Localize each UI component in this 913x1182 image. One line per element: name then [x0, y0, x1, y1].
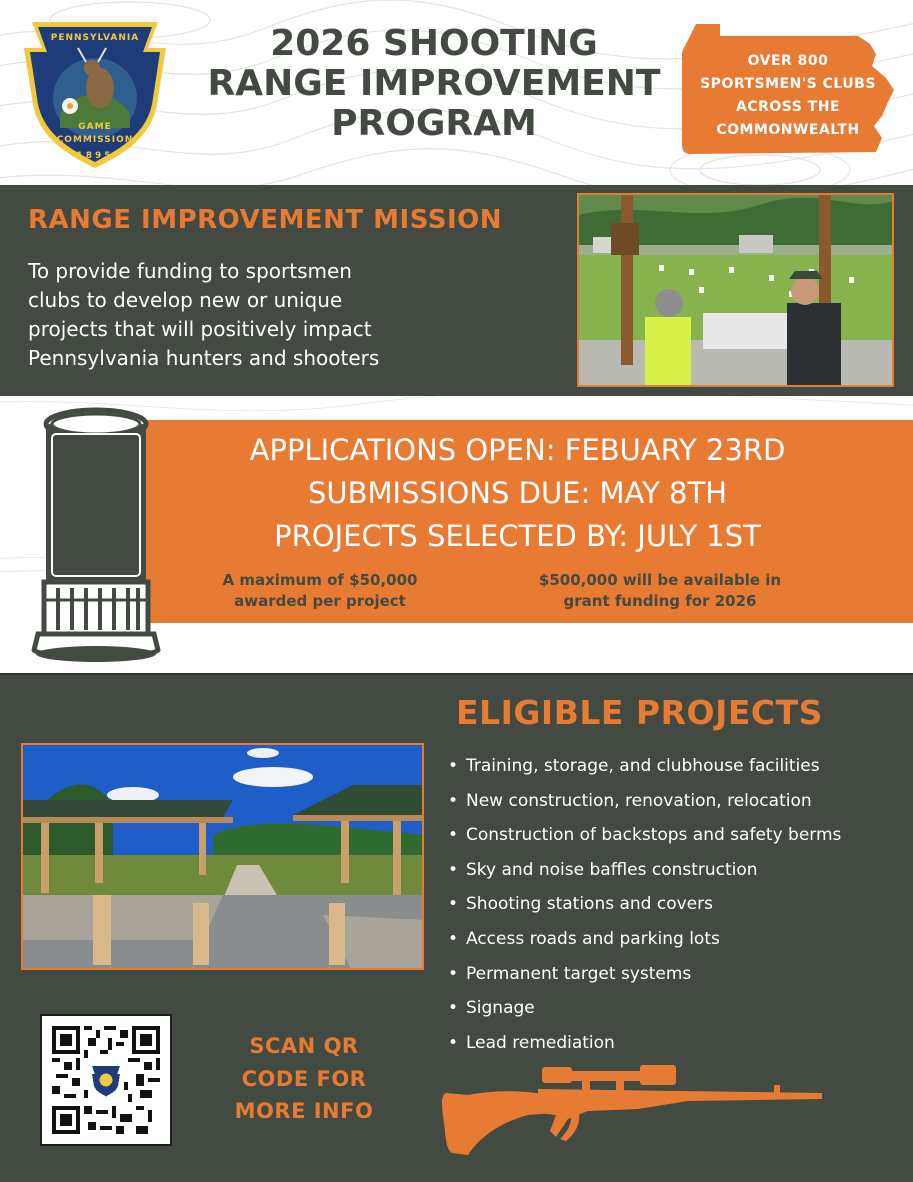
dates-section [0, 396, 913, 673]
title-line: RANGE IMPROVEMENT [207, 63, 661, 104]
clubs-badge-line: ACROSS THE [735, 99, 841, 115]
qr-code-icon [52, 1026, 160, 1134]
key-dates [130, 429, 905, 558]
mission-line: projects that will positively impact [28, 317, 372, 341]
logo-year-text: 1895 [76, 151, 114, 161]
note-line: awarded per project [234, 592, 406, 610]
note-line: A maximum of $50,000 [222, 571, 418, 589]
list-item: • Access roads and parking lots [446, 922, 906, 957]
list-item: • New construction, renovation, relocation [446, 784, 906, 819]
shooting-range-photo [21, 743, 424, 970]
mission-line: Pennsylvania hunters and shooters [28, 346, 380, 370]
clubs-badge-line: SPORTSMEN'S CLUBS [700, 76, 876, 92]
list-item: • Signage [446, 991, 906, 1026]
mission-line: To provide funding to sportsmen [28, 259, 352, 283]
eligible-heading: ELIGIBLE PROJECTS [456, 693, 823, 732]
list-item: • Sky and noise baffles construction [446, 853, 906, 888]
clubs-badge [688, 50, 888, 142]
list-item: • Permanent target systems [446, 957, 906, 992]
logo-commission-text: COMMISSION [56, 135, 134, 145]
clubs-badge-line: COMMONWEALTH [716, 122, 860, 138]
title-line: PROGRAM [331, 103, 537, 144]
mission-statement [28, 257, 448, 373]
page-title [190, 24, 678, 144]
note-line: $500,000 will be available in [538, 571, 782, 589]
applications-open-date: APPLICATIONS OPEN: FEBUARY 23RD [249, 433, 786, 467]
logo-top-text: PENNSYLVANIA [50, 33, 140, 43]
list-item: • Training, storage, and clubhouse facilities [446, 749, 906, 784]
title-line: 2026 SHOOTING [270, 23, 598, 64]
shotgun-shell-icon [30, 404, 162, 666]
rifle-icon [438, 1063, 828, 1158]
max-award-note [170, 570, 470, 612]
clubs-badge-line: OVER 800 [747, 53, 829, 69]
mission-line: clubs to develop new or unique [28, 288, 343, 312]
list-item: • Shooting stations and covers [446, 887, 906, 922]
range-instruction-photo [577, 193, 894, 387]
total-funding-note [510, 570, 810, 612]
submissions-due-date: SUBMISSIONS DUE: MAY 8TH [308, 476, 727, 510]
scan-line: SCAN QR [249, 1034, 359, 1058]
list-item: • Construction of backstops and safety berms [446, 818, 906, 853]
qr-code[interactable] [40, 1014, 172, 1146]
scan-line: CODE FOR [241, 1066, 367, 1091]
note-line: grant funding for 2026 [563, 592, 757, 610]
scan-qr-callout [220, 1030, 388, 1128]
projects-selected-date: PROJECTS SELECTED BY: JULY 1ST [274, 519, 761, 553]
scan-line: MORE INFO [234, 1099, 374, 1123]
logo-game-text: GAME [78, 122, 112, 132]
header [0, 0, 913, 185]
mission-section [0, 185, 913, 396]
eligible-section [0, 673, 913, 1182]
mission-heading: RANGE IMPROVEMENT MISSION [28, 205, 503, 235]
list-item: • Lead remediation [446, 1026, 906, 1061]
eligible-projects-list [446, 749, 906, 1060]
